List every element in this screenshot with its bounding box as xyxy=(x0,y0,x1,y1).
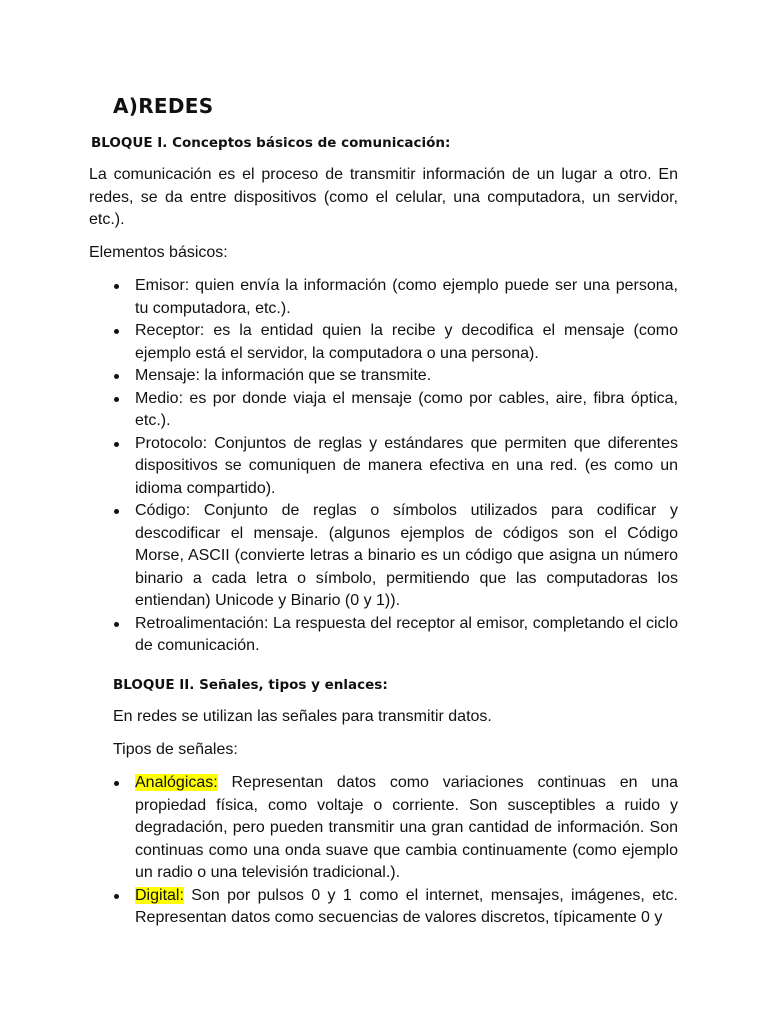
paragraph-intro: La comunicación es el proceso de transmitir información de un lugar a otro. En redes, se da entre dispositivos (como el celular, una computadora, un servidor, etc.). xyxy=(89,166,678,228)
list-item-digital xyxy=(89,885,678,930)
list-item-text: Son por pulsos 0 y 1 como el internet, mensajes, imágenes, etc. Representan datos como secuencias de valores discretos, típicamente 0 y xyxy=(135,886,678,926)
list-item-codigo xyxy=(89,500,678,613)
bullet-icon xyxy=(114,509,119,514)
list-item-text: Representan datos como variaciones continuas en una propiedad física, como voltaje o corriente. Son susceptibles a ruido y degradación, pero pueden transmitir una gran cantidad de información. Son continuas como una onda suave que cambia continuamente (como ejemplo un radio o una televisión tradicional.). xyxy=(135,774,678,881)
paragraph-elementos-label: Elementos básicos: xyxy=(89,244,228,261)
bullet-icon xyxy=(114,284,119,289)
list-item-receptor xyxy=(89,320,678,365)
list-item-text: Medio: es por donde viaja el mensaje (como por cables, aire, fibra óptica, etc.). xyxy=(135,389,678,429)
list-item-emisor xyxy=(89,275,678,320)
bullet-icon xyxy=(114,397,119,402)
list-item-text: Receptor: es la entidad quien la recibe y decodifica el mensaje (como ejemplo está el servidor, la computadora o una persona). xyxy=(135,322,678,362)
paragraph-senales-intro: En redes se utilizan las señales para transmitir datos. xyxy=(113,708,492,725)
list-item-text: Mensaje: la información que se transmite. xyxy=(135,367,432,384)
elementos-list xyxy=(89,275,678,658)
bullet-icon xyxy=(114,329,119,334)
bullet-icon xyxy=(114,442,119,447)
bullet-icon xyxy=(114,374,119,379)
list-item-protocolo xyxy=(89,433,678,501)
list-item-analogicas xyxy=(89,772,678,885)
page-title: A)REDES xyxy=(113,94,214,118)
list-item-text: Retroalimentación: La respuesta del receptor al emisor, completando el ciclo de comunicación. xyxy=(135,614,678,654)
highlighted-term: Digital: xyxy=(135,886,184,904)
tipos-senales-list xyxy=(89,772,678,930)
section-heading-bloque-1: BLOQUE I. Conceptos básicos de comunicación: xyxy=(91,135,451,151)
section-heading-bloque-2: BLOQUE II. Señales, tipos y enlaces: xyxy=(113,677,388,693)
list-item-text: Protocolo: Conjuntos de reglas y estándares que permiten que diferentes dispositivos se comuniquen de manera efectiva en una red. (es como un idioma compartido). xyxy=(135,434,678,497)
bullet-icon xyxy=(114,622,119,627)
paragraph-tipos-label: Tipos de señales: xyxy=(113,741,238,758)
list-item-retroalimentacion xyxy=(89,613,678,658)
list-item-mensaje xyxy=(89,365,678,388)
bullet-icon xyxy=(114,894,119,899)
bullet-icon xyxy=(114,781,119,786)
list-item-text: Emisor: quien envía la información (como ejemplo puede ser una persona, tu computadora, etc.). xyxy=(135,277,678,317)
list-item-medio xyxy=(89,388,678,433)
list-item-text: Código: Conjunto de reglas o símbolos utilizados para codificar y descodificar el mensaje. (algunos ejemplos de códigos son el Código Morse, ASCII (convierte letras a binario es un código que asigna un número binario a cada letra o símbolo, permitiendo que las computadoras los entiendan) Unicode y Binario (0 y 1)). xyxy=(135,502,678,609)
highlighted-term: Analógicas: xyxy=(135,774,218,791)
